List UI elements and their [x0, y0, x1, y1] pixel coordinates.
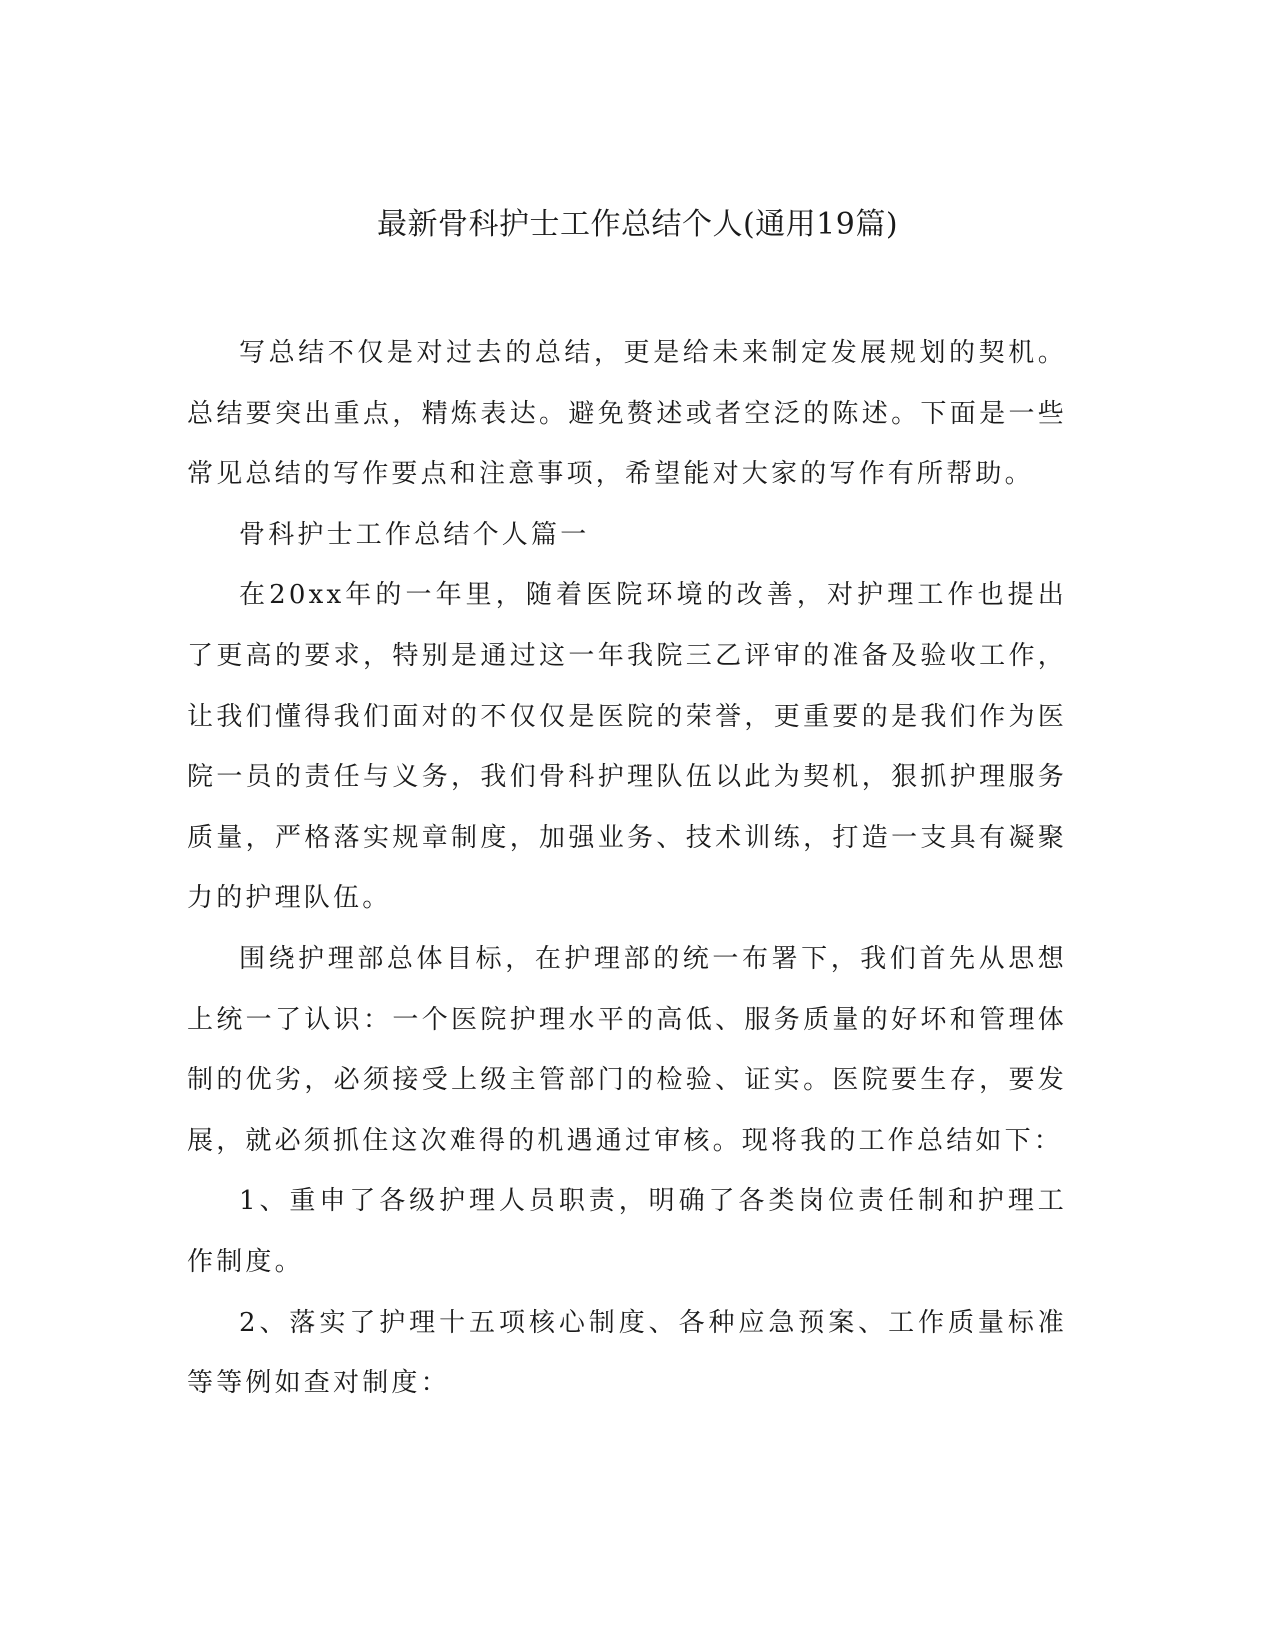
document-body — [187, 323, 1067, 1414]
section-heading: 骨科护士工作总结个人篇一 — [239, 519, 590, 550]
list-item: 2、落实了护理十五项核心制度、各种应急预案、工作质量标准等等例如查对制度： — [187, 1307, 1067, 1399]
document-title: 最新骨科护士工作总结个人(通用19篇) — [376, 207, 899, 242]
body-paragraph: 在20xx年的一年里，随着医院环境的改善，对护理工作也提出了更高的要求，特别是通过这一年我院三乙评审的准备及验收工作，让我们懂得我们面对的不仅仅是医院的荣誉，更重要的是我们作为医院一员的责任与义务，我们骨科护理队伍以此为契机，狠抓护理服务质量，严格落实规章制度，加强业务、技术训练，打造一支具有凝聚力的护理队伍。 — [187, 580, 1067, 914]
intro-paragraph: 写总结不仅是对过去的总结，更是给未来制定发展规划的契机。总结要突出重点，精炼表达。避免赘述或者空泛的陈述。下面是一些常见总结的写作要点和注意事项，希望能对大家的写作有所帮助。 — [187, 338, 1067, 490]
list-item: 1、重申了各级护理人员职责，明确了各类岗位责任制和护理工作制度。 — [187, 1186, 1067, 1277]
body-paragraph: 围绕护理部总体目标，在护理部的统一布署下，我们首先从思想上统一了认识：一个医院护理水平的高低、服务质量的好坏和管理体制的优劣，必须接受上级主管部门的检验、证实。医院要生存，要发展，就必须抓住这次难得的机遇通过审核。现将我的工作总结如下： — [187, 943, 1067, 1156]
